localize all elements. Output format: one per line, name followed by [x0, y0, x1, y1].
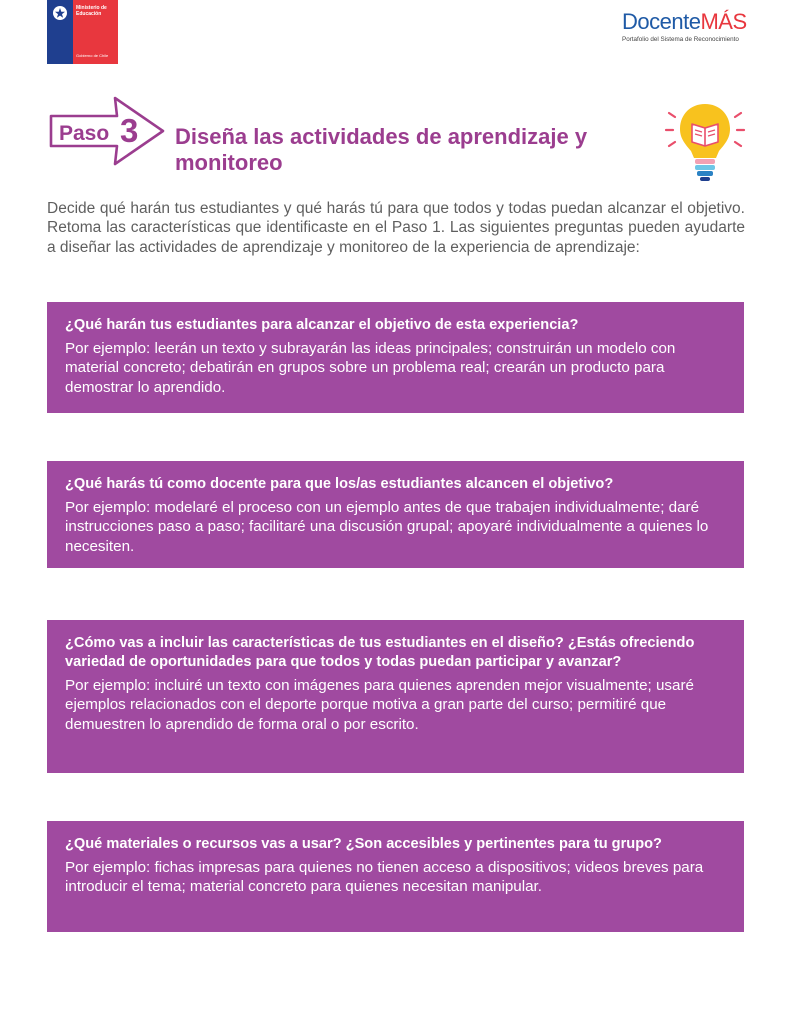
example-text: Por ejemplo: fichas impresas para quienes no tienen acceso a dispositivos; videos breves para introducir el tema; material concreto para quienes necesitan manipular.	[65, 859, 704, 896]
page-title: Diseña las actividades de aprendizaje y monitoreo	[175, 124, 588, 175]
brand-part-2: MÁS	[700, 9, 747, 34]
intro-paragraph: Decide qué harán tus estudiantes y qué harás tú para que todos y todas puedan alcanzar el objetivo. Retoma las características que identificaste en el Paso 1. Las siguientes preguntas pueden ayudarte a diseñar las actividades de aprendizaje y monitoreo de la experiencia de aprendizaje:	[47, 200, 745, 256]
question-text: ¿Qué harás tú como docente para que los/as estudiantes alcancen el objetivo?	[65, 476, 614, 492]
example-text: Por ejemplo: incluiré un texto con imágenes para quienes aprenden mejor visualmente; usaré ejemplos relacionados con el deporte porque motiva a gran parte del curso; permitiré que demuestren lo aprendido de forma oral o por escrito.	[65, 677, 694, 733]
brand-tagline: Portafolio del Sistema de Reconocimiento	[622, 36, 739, 43]
example-text: Por ejemplo: leerán un texto y subrayarán las ideas principales; construirán un modelo con material concreto; debatirán en grupos sobre un problema real; crearán un producto para demostrar lo aprendido.	[65, 340, 676, 396]
question-text: ¿Qué materiales o recursos vas a usar? ¿Son accesibles y pertinentes para tu grupo?	[65, 836, 662, 852]
chile-crest-icon	[50, 4, 70, 22]
example-text: Por ejemplo: modelaré el proceso con un ejemplo antes de que trabajen individualmente; daré instrucciones paso a paso; facilitaré una discusión grupal; apoyaré individualmente a quienes lo necesiten.	[65, 499, 709, 555]
question-box	[47, 620, 744, 773]
question-box	[47, 821, 744, 932]
lightbulb-book-icon	[664, 98, 746, 186]
docentemas-logo	[622, 10, 747, 50]
question-box	[47, 302, 744, 413]
ministry-name: Ministerio de Educación	[76, 5, 107, 17]
question-text: ¿Qué harán tus estudiantes para alcanzar el objetivo de esta experiencia?	[65, 317, 579, 333]
government-label: Gobierno de Chile	[76, 53, 109, 58]
ministry-logo-blue-band	[47, 0, 73, 64]
ministry-logo	[47, 0, 118, 64]
step-number: 3	[120, 112, 139, 149]
question-text: ¿Cómo vas a incluir las características de tus estudiantes en el diseño? ¿Estás ofreciendo variedad de oportunidades para que todos y todas puedan participar y avanzar?	[65, 635, 695, 670]
step-badge	[47, 96, 167, 166]
brand-wordmark	[622, 10, 747, 34]
step-label: Paso	[59, 122, 110, 145]
question-box	[47, 461, 744, 568]
brand-part-1: Docente	[622, 9, 701, 34]
